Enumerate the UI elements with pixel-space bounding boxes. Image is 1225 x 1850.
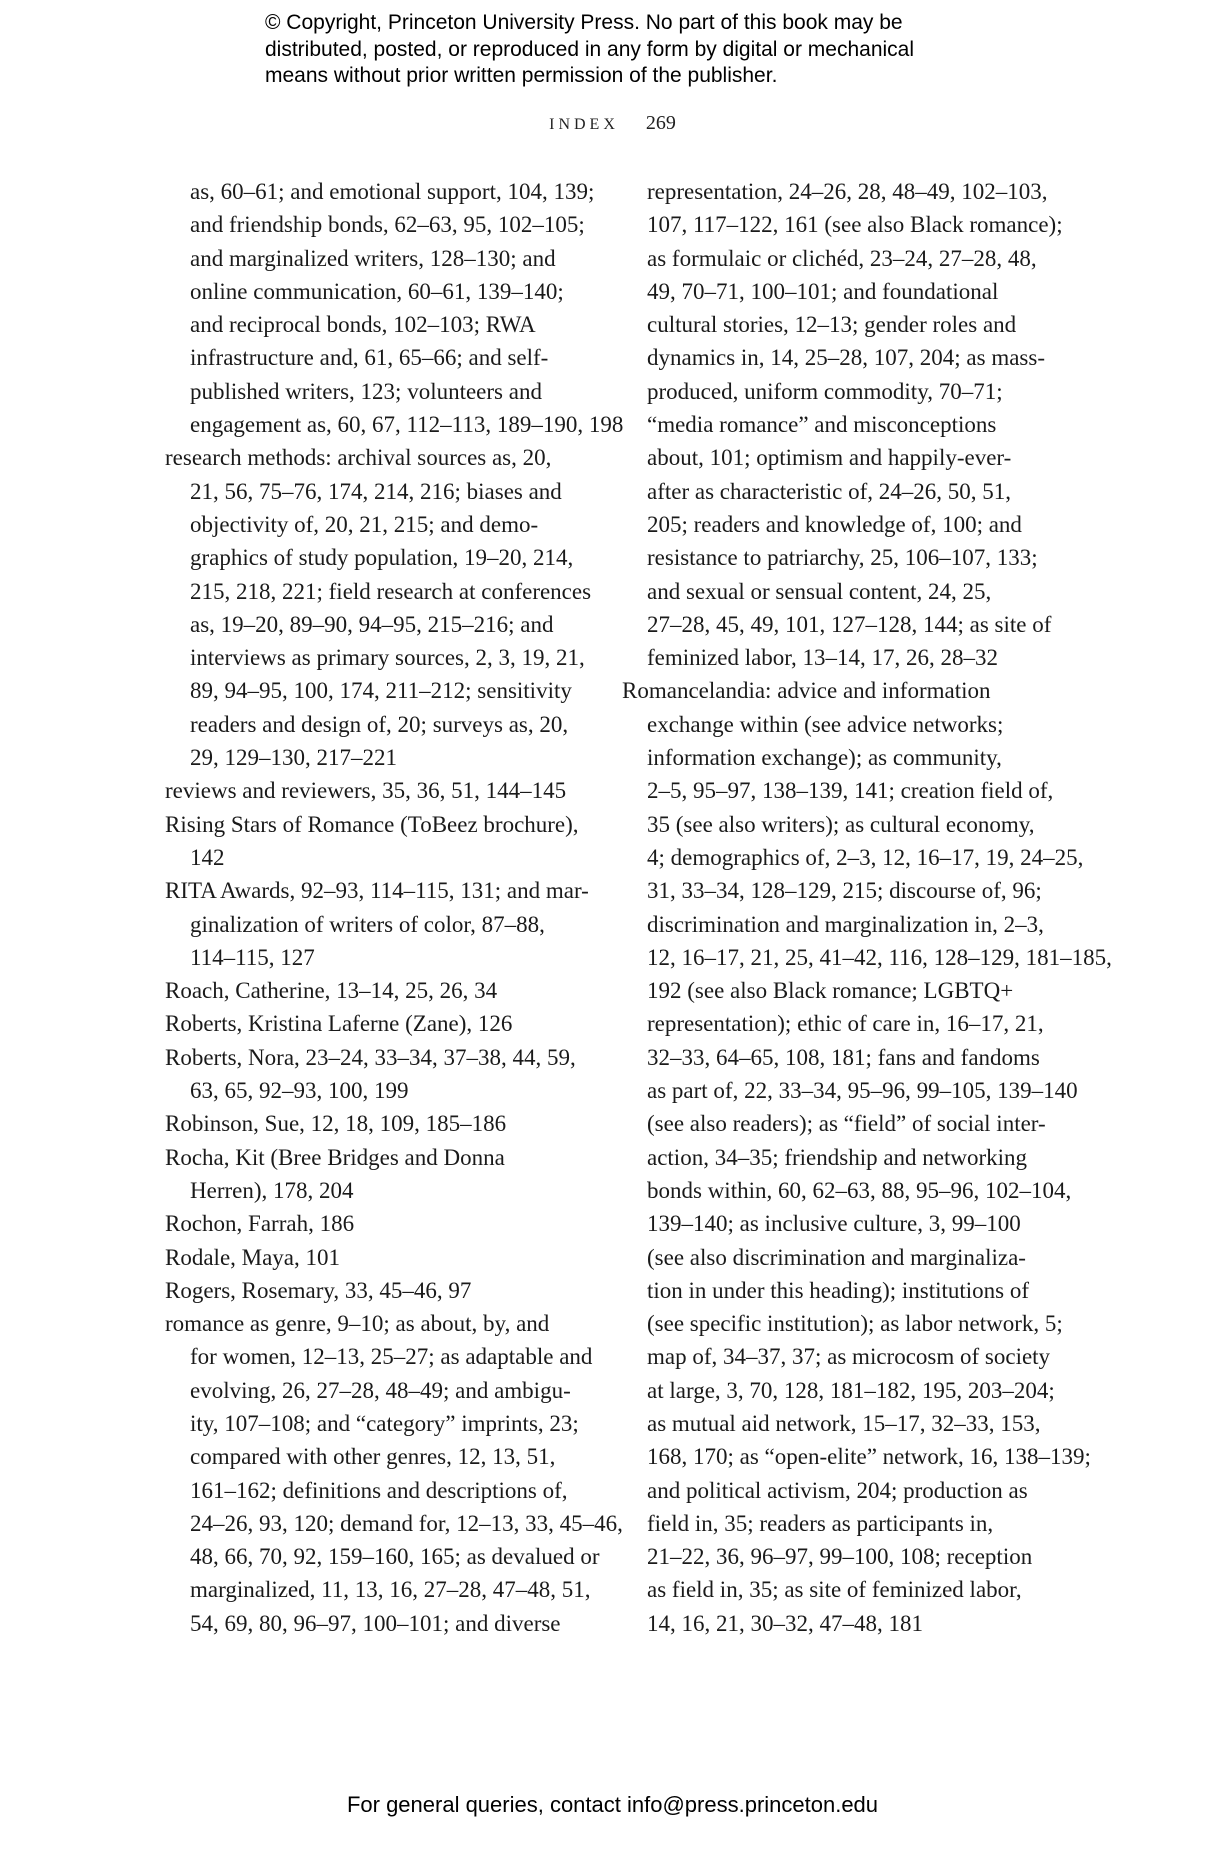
index-line: feminized labor, 13–14, 17, 26, 28–32: [647, 645, 999, 671]
index-line: 54, 69, 80, 96–97, 100–101; and diverse: [190, 1610, 561, 1636]
index-column-left: [165, 175, 624, 1640]
index-line: and reciprocal bonds, 102–103; RWA: [190, 312, 536, 338]
copyright-line: distributed, posted, or reproduced in any form by digital or mechanical: [265, 37, 915, 61]
index-line: 142: [190, 844, 225, 870]
index-line: Rogers, Rosemary, 33, 45–46, 97: [165, 1277, 472, 1303]
index-line: and political activism, 204; production as: [647, 1477, 1028, 1503]
copyright-line: © Copyright, Princeton University Press. No part of this book may be: [265, 11, 903, 34]
index-line: as formulaic or clichéd, 23–24, 27–28, 48,: [647, 245, 1037, 271]
index-line: infrastructure and, 61, 65–66; and self-: [190, 345, 549, 371]
index-line: representation, 24–26, 28, 48–49, 102–103,: [647, 179, 1048, 204]
running-head-title: INDEX: [549, 116, 619, 133]
index-line: 31, 33–34, 128–129, 215; discourse of, 96;: [647, 878, 1042, 904]
index-line: cultural stories, 12–13; gender roles and: [647, 312, 1017, 338]
index-line: “media romance” and misconceptions: [647, 412, 997, 438]
index-line: Rocha, Kit (Bree Bridges and Donna: [165, 1144, 505, 1170]
index-line: 215, 218, 221; field research at conferences: [190, 578, 592, 604]
index-line: Herren), 178, 204: [190, 1177, 354, 1203]
index-line: (see also readers); as “field” of social inter-: [647, 1111, 1046, 1137]
index-line: 89, 94–95, 100, 174, 211–212; sensitivity: [190, 678, 572, 704]
index-line: graphics of study population, 19–20, 214,: [190, 545, 574, 571]
index-line: interviews as primary sources, 2, 3, 19, 21,: [190, 645, 585, 671]
index-line: Roach, Catherine, 13–14, 25, 26, 34: [165, 978, 498, 1004]
index-line: map of, 34–37, 37; as microcosm of society: [647, 1344, 1051, 1370]
index-line: (see also discrimination and marginaliza-: [647, 1244, 1026, 1270]
index-line: 35 (see also writers); as cultural economy,: [647, 811, 1035, 837]
index-line: as, 60–61; and emotional support, 104, 139;: [190, 179, 595, 204]
index-line: online communication, 60–61, 139–140;: [190, 278, 564, 304]
index-line: resistance to patriarchy, 25, 106–107, 133;: [647, 545, 1038, 571]
index-line: produced, uniform commodity, 70–71;: [647, 378, 1003, 404]
index-line: 21–22, 36, 96–97, 99–100, 108; reception: [647, 1544, 1033, 1570]
copyright-line: means without prior written permission of the publisher.: [265, 64, 778, 87]
index-line: Robinson, Sue, 12, 18, 109, 185–186: [165, 1111, 507, 1137]
index-line: research methods: archival sources as, 20,: [165, 445, 552, 471]
index-line: Roberts, Kristina Laferne (Zane), 126: [165, 1011, 513, 1037]
index-line: as, 19–20, 89–90, 94–95, 215–216; and: [190, 611, 554, 637]
index-line: 205; readers and knowledge of, 100; and: [647, 511, 1022, 537]
index-line: about, 101; optimism and happily-ever-: [647, 445, 1012, 471]
index-line: after as characteristic of, 24–26, 50, 51,: [647, 478, 1012, 504]
index-line: 48, 66, 70, 92, 159–160, 165; as devalued or: [190, 1544, 600, 1570]
index-line: 4; demographics of, 2–3, 12, 16–17, 19, 24–25,: [647, 844, 1084, 870]
index-line: bonds within, 60, 62–63, 88, 95–96, 102–104,: [647, 1177, 1072, 1203]
index-line: Rising Stars of Romance (ToBeez brochure),: [165, 811, 579, 837]
index-line: as field in, 35; as site of feminized labor,: [647, 1577, 1022, 1603]
index-line: 24–26, 93, 120; demand for, 12–13, 33, 45–46,: [190, 1510, 623, 1536]
running-head: [0, 112, 1225, 135]
index-line: at large, 3, 70, 128, 181–182, 195, 203–204;: [647, 1377, 1055, 1403]
index-line: 107, 117–122, 161 (see also Black romance);: [647, 212, 1063, 238]
index-line: action, 34–35; friendship and networking: [647, 1144, 1028, 1170]
index-line: objectivity of, 20, 21, 215; and demo-: [190, 511, 539, 537]
index-line: marginalized, 11, 13, 16, 27–28, 47–48, 51,: [190, 1577, 591, 1603]
index-line: ginalization of writers of color, 87–88,: [190, 911, 545, 937]
index-line: dynamics in, 14, 25–28, 107, 204; as mass-: [647, 345, 1045, 371]
index-line: exchange within (see advice networks;: [647, 711, 1004, 737]
index-line: for women, 12–13, 25–27; as adaptable and: [190, 1344, 593, 1370]
index-line: 168, 170; as “open-elite” network, 16, 138–139;: [647, 1444, 1091, 1470]
index-line: compared with other genres, 12, 13, 51,: [190, 1444, 556, 1470]
index-line: 2–5, 95–97, 138–139, 141; creation field of,: [647, 778, 1054, 804]
index-line: engagement as, 60, 67, 112–113, 189–190, 198: [190, 412, 624, 438]
index-line: Rochon, Farrah, 186: [165, 1211, 355, 1237]
index-line: information exchange); as community,: [647, 745, 1002, 771]
index-line: Rodale, Maya, 101: [165, 1244, 341, 1270]
footer-contact: For general queries, contact info@press.princeton.edu: [346, 1792, 879, 1817]
index-line: 32–33, 64–65, 108, 181; fans and fandoms: [647, 1044, 1040, 1070]
index-line: tion in under this heading); institutions of: [647, 1277, 1030, 1303]
index-line: 12, 16–17, 21, 25, 41–42, 116, 128–129, 181–185,: [647, 944, 1112, 970]
index-line: and sexual or sensual content, 24, 25,: [647, 578, 992, 604]
index-line: 63, 65, 92–93, 100, 199: [190, 1078, 409, 1104]
index-line: ity, 107–108; and “category” imprints, 23;: [190, 1410, 579, 1436]
index-line: and friendship bonds, 62–63, 95, 102–105;: [190, 212, 585, 238]
page-number: 269: [645, 112, 676, 134]
index-line: romance as genre, 9–10; as about, by, and: [165, 1311, 550, 1337]
index-line: published writers, 123; volunteers and: [190, 378, 542, 404]
index-line: readers and design of, 20; surveys as, 20,: [190, 711, 569, 737]
index-line: 29, 129–130, 217–221: [190, 745, 397, 771]
index-line: RITA Awards, 92–93, 114–115, 131; and mar-: [165, 878, 589, 904]
index-line: representation); ethic of care in, 16–17, 21,: [647, 1011, 1044, 1037]
index-line: evolving, 26, 27–28, 48–49; and ambigu-: [190, 1377, 571, 1403]
index-line: 27–28, 45, 49, 101, 127–128, 144; as site of: [647, 611, 1052, 637]
copyright-notice: [265, 10, 1025, 90]
index-line: as mutual aid network, 15–17, 32–33, 153,: [647, 1410, 1041, 1436]
index-line: field in, 35; readers as participants in,: [647, 1510, 994, 1536]
index-column-right: [622, 175, 1112, 1640]
index-line: 161–162; definitions and descriptions of,: [190, 1477, 568, 1503]
index-line: 114–115, 127: [190, 944, 315, 970]
index-line: as part of, 22, 33–34, 95–96, 99–105, 139–140: [647, 1078, 1078, 1104]
index-line: and marginalized writers, 128–130; and: [190, 245, 556, 271]
index-line: 14, 16, 21, 30–32, 47–48, 181: [647, 1610, 923, 1636]
index-line: Roberts, Nora, 23–24, 33–34, 37–38, 44, 59,: [165, 1044, 576, 1070]
index-line: (see specific institution); as labor network, 5;: [647, 1311, 1063, 1337]
index-line: Romancelandia: advice and information: [622, 678, 991, 704]
index-line: 139–140; as inclusive culture, 3, 99–100: [647, 1211, 1021, 1237]
index-line: 49, 70–71, 100–101; and foundational: [647, 278, 999, 304]
index-line: 192 (see also Black romance; LGBTQ+: [647, 978, 1014, 1004]
index-line: 21, 56, 75–76, 174, 214, 216; biases and: [190, 478, 562, 504]
index-line: reviews and reviewers, 35, 36, 51, 144–145: [165, 778, 567, 804]
index-line: discrimination and marginalization in, 2–3,: [647, 911, 1044, 937]
